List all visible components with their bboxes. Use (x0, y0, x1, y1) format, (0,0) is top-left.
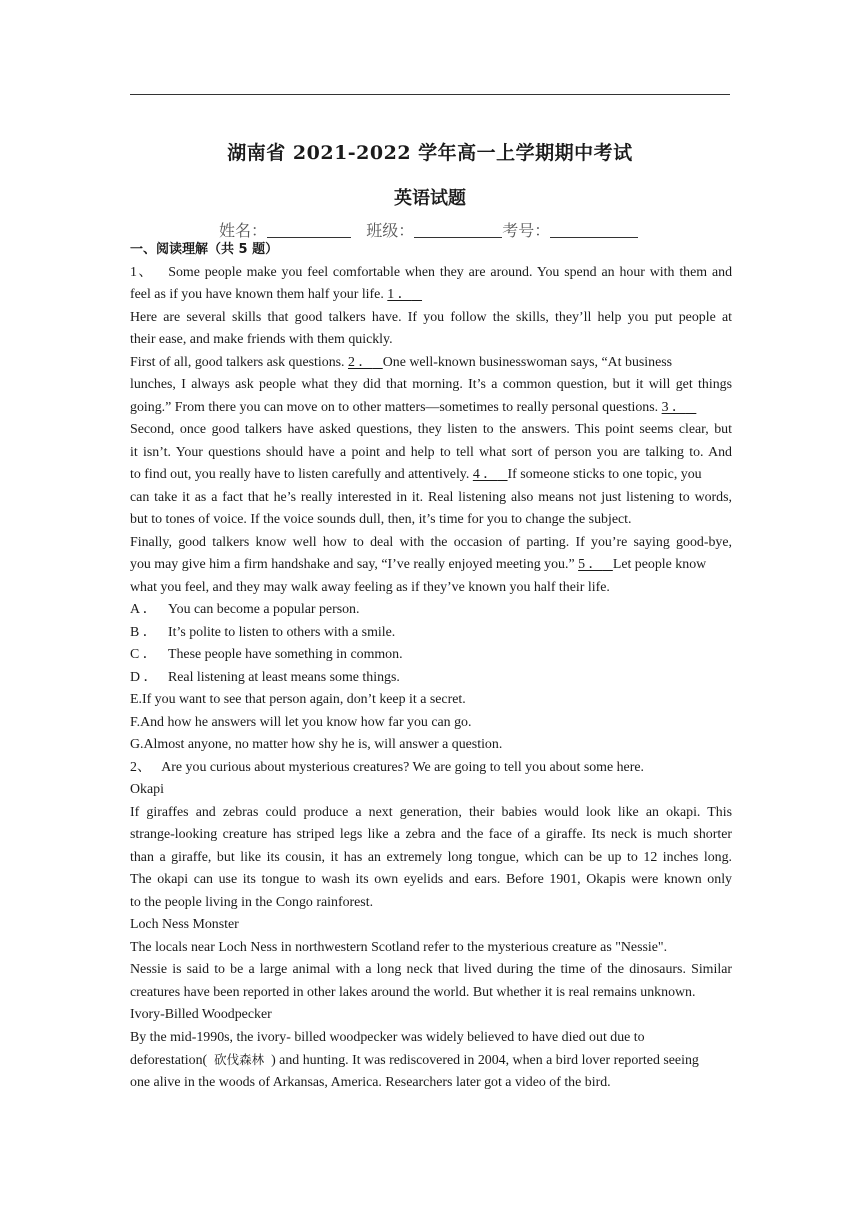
option-e: E.If you want to see that person again, don’t keep it a secret. (130, 692, 466, 707)
okapi-line3: than a giraffe, but like its cousin, it has an extremely long tongue, which can be up to 12 inches long. (130, 849, 732, 865)
q1-p3-line1: First of all, good talkers ask questions. 2 ． One well-known businesswoman says, “At business (130, 352, 732, 375)
option-text: It’s polite to listen to others with a smile. (168, 624, 396, 640)
option-letter: D ． (130, 669, 158, 685)
option-letter: B ． (130, 624, 157, 640)
name-blank[interactable] (267, 221, 351, 238)
q1-p4-line5: but to tones of voice. If the voice sounds dull, then, it’s time for you to change the subject. (130, 512, 632, 527)
woodpecker-line3: one alive in the woods of Arkansas, America. Researchers later got a video of the bird. (130, 1074, 611, 1090)
ness-line1: The locals near Loch Ness in northwestern Scotland refer to the mysterious creature as "Nessie". (130, 939, 668, 955)
answer-blank-5[interactable]: 5 ． (578, 557, 603, 572)
answer-blank-1[interactable]: 1 ． (387, 287, 412, 302)
answer-blank-2[interactable]: 2 ． (348, 354, 373, 370)
option-text: You can become a popular person. (168, 602, 360, 617)
okapi-line5: to the people living in the Congo rainforest. (130, 894, 374, 910)
name-label: 姓名： (219, 221, 268, 240)
student-info-row (219, 218, 638, 241)
exam-subtitle: 英语试题 (394, 188, 466, 209)
option-letter: A ． (130, 602, 157, 617)
option-g: G.Almost anyone, no matter how shy he is, will answer a question. (130, 737, 503, 752)
option-text: Real listening at least means some things. (168, 669, 400, 685)
option-c (130, 644, 732, 667)
number-label: 考号： (502, 221, 551, 240)
number-blank[interactable] (550, 221, 638, 238)
q1-p1-line2: feel as if you have known them half your life. 1 ． (130, 284, 732, 307)
option-b (130, 622, 732, 645)
ness-heading: Loch Ness Monster (130, 917, 239, 932)
class-label: 班级： (366, 221, 415, 240)
ness-line2: Nessie is said to be a large animal with a long neck that lived during the time of the dinosaurs. Similar (130, 962, 732, 977)
q1-p2-line2: their ease, and make friends with them quickly. (130, 332, 393, 347)
q1-p5-line3: what you feel, and they may walk away feeling as if they’ve known you half their life. (130, 579, 610, 595)
woodpecker-line1: By the mid-1990s, the ivory- billed woodpecker was widely believed to have died out due to (130, 1029, 645, 1045)
option-f: F.And how he answers will let you know how far you can go. (130, 714, 472, 730)
answer-blank-4[interactable]: 4 ． (472, 467, 498, 482)
class-blank[interactable] (414, 221, 502, 238)
q1-p3-line3: going.” From there you can move on to other matters—sometimes to really personal questions. 3 ． (130, 397, 732, 420)
q1-p1-line1: 1、 Some people make you feel comfortable when they are around. You spend an hour with them and (130, 264, 732, 280)
q1-p5-line1: Finally, good talkers know well how to deal with the occasion of parting. If you’re saying good-bye, (130, 534, 732, 550)
ness-line3: creatures have been reported in other lakes around the world. But whether it is real remains unknown. (130, 984, 696, 1000)
q1-p4-line4: can take it as a fact that he’s really interested in it. Real listening also means not just listening to words, (130, 489, 732, 505)
option-d (130, 667, 732, 690)
answer-blank-3[interactable]: 3 ． (661, 399, 686, 415)
q1-p4-line2: it isn’t. Your questions should have a point and help to tell what sort of person you are talking to. And (130, 444, 732, 460)
section-heading: 一、阅读理解（共 5 题） (130, 242, 279, 257)
woodpecker-line2: deforestation( 砍伐森林 ) and hunting. It was rediscovered in 2004, when a bird lover reported seeing (130, 1052, 699, 1068)
q1-p2-line1: Here are several skills that good talkers have. If you follow the skills, they’ll help you put people at (130, 309, 732, 325)
q1-p4-line1: Second, once good talkers have asked questions, they listen to the answers. This point seems clear, but (130, 422, 732, 437)
option-text: These people have something in common. (168, 647, 403, 662)
q2-number: 2、 (130, 759, 151, 775)
okapi-line4: The okapi can use its tongue to wash its own eyelids and ears. Before 1901, Okapis were known only (130, 872, 732, 887)
header-rule (130, 94, 730, 95)
q1-number: 1、 (130, 264, 154, 280)
q1-p4-line3: to find out, you really have to listen carefully and attentively. 4 ． If someone sticks to one topic, you (130, 464, 732, 487)
okapi-line1: If giraffes and zebras could produce a next generation, their babies would look like an okapi. This (130, 804, 732, 820)
exam-title: 湖南省 2021-2022 学年高一上学期期中考试 (227, 142, 633, 164)
q1-p5-line2: you may give him a firm handshake and say, “I’ve really enjoyed meeting you.” 5 ． Let people know (130, 554, 732, 577)
okapi-line2: strange-looking creature has striped legs like a zebra and the face of a giraffe. Its neck is much shorter (130, 827, 732, 842)
option-letter: C ． (130, 647, 157, 662)
option-a (130, 599, 732, 622)
q2-intro: 2、 Are you curious about mysterious creatures? We are going to tell you about some here. (130, 759, 644, 775)
exam-content (130, 239, 732, 1094)
q1-p3-line2: lunches, I always ask people what they did that morning. It’s a common question, but it will get things (130, 377, 732, 392)
chinese-gloss: 砍伐森林 (214, 1052, 265, 1067)
okapi-heading: Okapi (130, 782, 164, 797)
woodpecker-heading: Ivory-Billed Woodpecker (130, 1007, 272, 1022)
